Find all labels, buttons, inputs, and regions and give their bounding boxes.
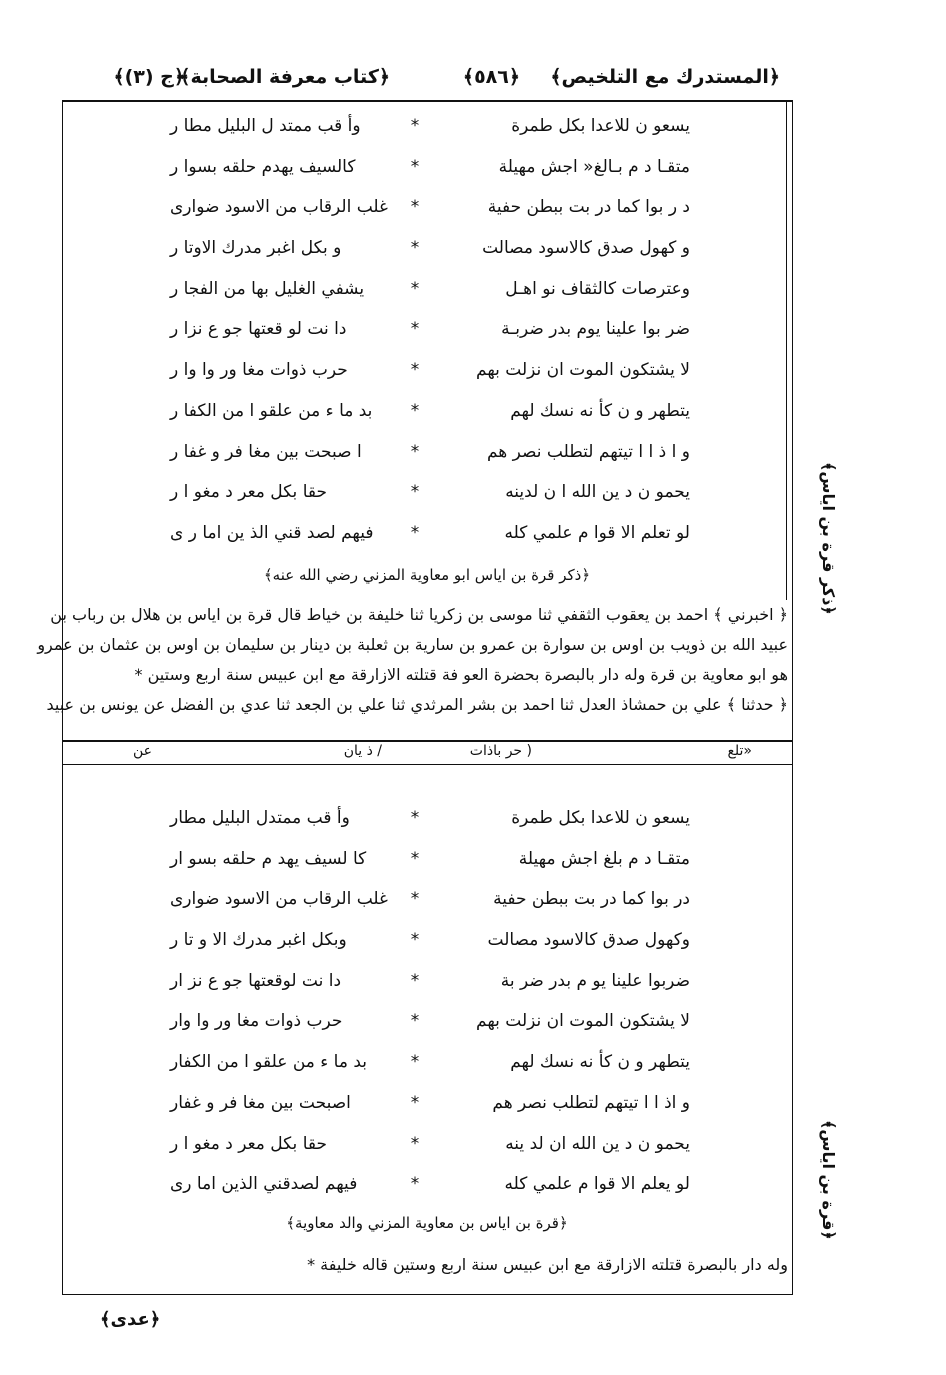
- verse-separator: *: [410, 482, 420, 503]
- verse-separator: *: [410, 970, 420, 991]
- verse-separator: *: [410, 238, 420, 259]
- verse: [80, 476, 780, 517]
- hemistich-second: كا لسيف يهد م حلقه بسو ار: [170, 848, 367, 869]
- verse: [80, 965, 780, 1006]
- hemistich-first: لو يعلم الا قوا م علمي كله: [504, 1174, 690, 1195]
- header-page-number: ﴿٥٨٦﴾: [462, 66, 520, 88]
- hemistich-first: و اذ ا ا تيتهم لتطلب نصر هم: [492, 1092, 690, 1113]
- hemistich-second: غلب الرقاب من الاسود ضوارى: [170, 889, 388, 910]
- hemistich-second: فيهم لصدقني الذين اما رى: [170, 1174, 358, 1195]
- hemistich-second: حقا بكل معر د مغو ا ر: [170, 482, 327, 503]
- verse-separator: *: [410, 522, 420, 543]
- prose-line: عبيد الله بن ذويب بن اوس بن سوارة بن عمرو بن سارية بن ثعلبة بن دينار بن سليمان بن اوس بن عثمان بن عمرو: [37, 635, 788, 654]
- hemistich-second: دا نت لوقعتها جو ع نز ار: [170, 970, 342, 991]
- header-rule: [62, 100, 792, 102]
- hemistich-first: يتطهر و ن كأ نه نسك لهم: [510, 400, 690, 421]
- hemistich-first: ضربوا علينا يو م بدر ضر بة: [500, 970, 690, 991]
- verse-separator: *: [410, 156, 420, 177]
- apparatus-notes: [62, 743, 792, 763]
- hemistich-first: د ر بوا كما در بت ببطن حفية: [487, 197, 690, 218]
- verse: [80, 436, 780, 477]
- poem-top: [80, 110, 780, 558]
- verse-separator: *: [410, 319, 420, 340]
- verse-separator: *: [410, 400, 420, 421]
- verse: [80, 883, 780, 924]
- hemistich-second: ا صبحت بين مغا فر و غفا ر: [170, 441, 362, 462]
- hemistich-first: يحمو ن د ين الله ان لد ينه: [505, 1133, 690, 1154]
- verse-separator: *: [410, 808, 420, 828]
- hemistich-first: يحمو ن د ين الله ا ن لدينه: [505, 482, 690, 503]
- hemistich-first: متقـا د م بـالغ« اجش مهيلة: [498, 156, 690, 177]
- hemistich-second: حرب ذوات مغا ور وا وا ر: [170, 360, 348, 381]
- hemistich-first: در بوا كما در بت ببطن حفية: [493, 889, 690, 910]
- note: «تلع: [727, 743, 752, 759]
- verse: [80, 313, 780, 354]
- hemistich-second: حقا بكل معر د مغو ا ر: [170, 1133, 327, 1154]
- poem-bottom: [80, 802, 780, 1209]
- verse-separator: *: [410, 1052, 420, 1073]
- hemistich-second: فيهم لصد قني الذ ين اما ر ى: [170, 522, 374, 543]
- notes-rule-bottom: [62, 764, 792, 765]
- verse: [80, 395, 780, 436]
- verse-separator: *: [410, 1011, 420, 1032]
- margin-note-top: ﴿ذكر قرة بن اياس﴾: [819, 462, 838, 615]
- verse: [80, 354, 780, 395]
- note: / ذ يان: [343, 743, 382, 759]
- verse: [80, 151, 780, 192]
- verse-separator: *: [410, 1174, 420, 1195]
- section-title-top: ﴿ذكر قرة بن اياس ابو معاوية المزني رضي الله عنه﴾: [263, 566, 591, 584]
- verse: [80, 273, 780, 314]
- hemistich-second: كالسيف يهدم حلقه بسوا ر: [170, 156, 356, 177]
- hemistich-first: لا يشتكون الموت ان نزلت بهم: [476, 360, 690, 381]
- closing-line: وله دار بالبصرة قتلته الازارقة مع ابن عبيس سنة اربع وستين قاله خليفة *: [307, 1255, 788, 1274]
- hemistich-first: وكهول صدق كالاسود مصالت: [487, 930, 690, 951]
- verse: [80, 517, 780, 558]
- header-volume: ﴿ج (٣)﴾: [113, 66, 185, 88]
- note: ( حر باذات: [469, 743, 532, 759]
- verse: [80, 1087, 780, 1128]
- hemistich-first: يسعو ن للاعدا بكل طمرة: [511, 808, 690, 828]
- closing-line-block: [62, 1250, 792, 1280]
- hemistich-second: يشفي الغليل بها من الفجا ر: [170, 278, 365, 299]
- verse: [80, 110, 780, 151]
- verse: [80, 1168, 780, 1209]
- prose-line: ﴿ حدثنا ﴾ علي بن حمشاذ العدل ثنا احمد بن بشر المرثدي ثنا علي بن الجعد ثنا عدي بن الفضل عن يونس بن عبيد: [46, 695, 788, 714]
- verse: [80, 802, 780, 843]
- verse: [80, 232, 780, 273]
- hemistich-second: وأ قب ممتد ل البليل مطا ر: [170, 116, 361, 136]
- hemistich-first: و ا ذ ا ا تيتهم لتطلب نصر هم: [486, 441, 690, 462]
- verse-separator: *: [410, 848, 420, 869]
- hemistich-second: دا نت لو قعتها جو ع نزا ر: [170, 319, 347, 340]
- verse-separator: *: [410, 278, 420, 299]
- hemistich-second: غلب الرقاب من الاسود ضوارى: [170, 197, 388, 218]
- hemistich-second: وبكل اغبر مدرك الا و تا ر: [170, 930, 347, 951]
- frame-inner-rule: [786, 100, 787, 600]
- verse: [80, 1005, 780, 1046]
- catchword: ﴿عدى﴾: [100, 1309, 161, 1330]
- hemistich-second: بد ما ء من علقو ا من الكفار: [170, 1052, 368, 1073]
- note: عن: [132, 743, 152, 759]
- hemistich-second: وأ قب ممتدل البليل مطار: [170, 808, 350, 828]
- hemistich-second: بد ما ء من علقو ا من الكفا ر: [170, 400, 373, 421]
- verse-separator: *: [410, 197, 420, 218]
- verse: [80, 1128, 780, 1169]
- verse: [80, 1046, 780, 1087]
- hemistich-first: و كهول صدق كالاسود مصالت: [482, 238, 690, 259]
- verse-separator: *: [410, 441, 420, 462]
- footer-rule: [62, 1294, 792, 1295]
- verse-separator: *: [410, 930, 420, 951]
- prose-line: ﴿ اخبرني ﴾ احمد بن يعقوب الثقفي ثنا موسى بن زكريا ثنا خليفة بن خياط قال قرة بن اياس بن هلال بن رباب بن: [50, 605, 788, 624]
- hemistich-second: اصبحت بين مغا فر و غفار: [170, 1092, 351, 1113]
- prose-block: [37, 600, 792, 720]
- running-header: [70, 62, 780, 98]
- hemistich-first: ضر بوا علينا يوم بدر ضربـة: [501, 319, 690, 340]
- hemistich-first: وعترصات كالثقاف نو اهـل: [505, 278, 690, 299]
- verse-separator: *: [410, 1092, 420, 1113]
- verse-separator: *: [410, 116, 420, 136]
- verse: [80, 924, 780, 965]
- hemistich-second: حرب ذوات مغا ور وا وار: [170, 1011, 343, 1032]
- section-title-bottom: ﴿قرة بن اياس بن معاوية المزني والد معاوية﴾: [286, 1214, 568, 1232]
- hemistich-first: يتطهر و ن كأ نه نسك لهم: [510, 1052, 690, 1073]
- margin-note-bottom: ﴿قرة بن اياس﴾: [819, 1120, 838, 1240]
- frame-right-rule: [792, 100, 793, 1295]
- verse-separator: *: [410, 889, 420, 910]
- hemistich-first: متقـا د م بلغ اجش مهيلة: [518, 848, 690, 869]
- hemistich-second: و بكل اغبر مدرك الاوتا ر: [170, 238, 342, 259]
- header-book-title: ﴿المستدرك مع التلخيص﴾: [550, 66, 780, 88]
- notes-rule-top: [62, 740, 792, 742]
- verse-separator: *: [410, 1133, 420, 1154]
- verse-separator: *: [410, 360, 420, 381]
- header-section-title: ﴿كتاب معرفة الصحابة﴾: [179, 66, 390, 88]
- verse: [80, 843, 780, 884]
- hemistich-first: لو تعلم الا قوا م علمي كله: [504, 522, 690, 543]
- hemistich-first: يسعو ن للاعدا بكل طمرة: [511, 116, 690, 136]
- hemistich-first: لا يشتكون الموت ان نزلت بهم: [476, 1011, 690, 1032]
- verse: [80, 191, 780, 232]
- prose-line: هو ابو معاوية بن قرة وله دار بالبصرة بحضرة العو فة قتلته الازارقة مع ابن عبيس سنة اربع وستين *: [134, 665, 788, 684]
